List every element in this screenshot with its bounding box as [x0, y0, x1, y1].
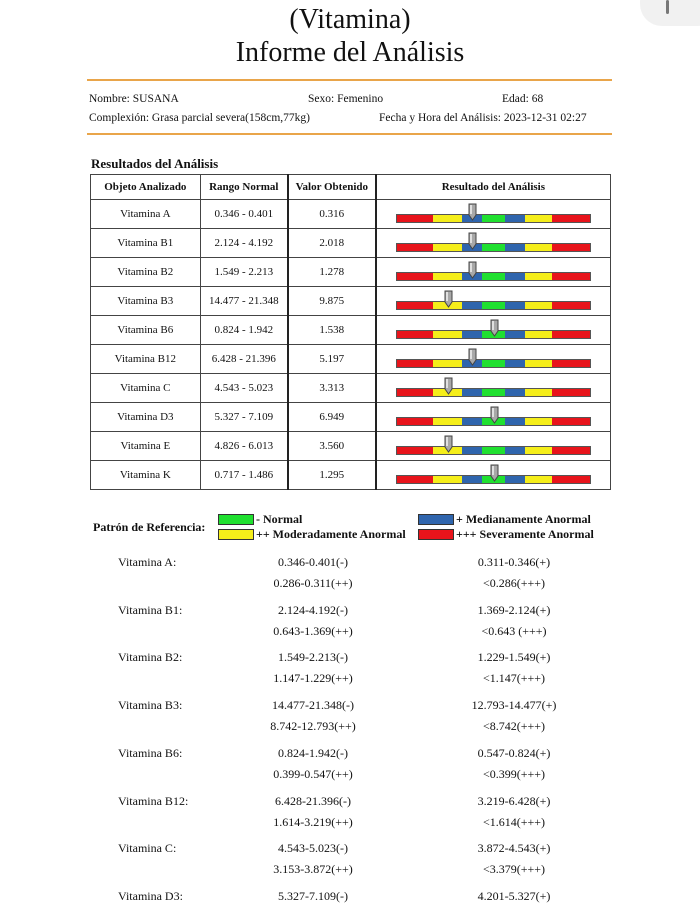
gauge-track: [396, 446, 591, 455]
patient-name: Nombre: SUSANA: [89, 93, 179, 105]
cell-gauge: [376, 287, 611, 316]
cell-item: Vitamina B3: [91, 287, 201, 316]
cell-value: 1.538: [288, 316, 376, 345]
cell-range: 4.543 - 5.023: [200, 374, 288, 403]
gauge-segment: [462, 302, 482, 309]
table-row: [91, 374, 611, 403]
result-gauge: [396, 259, 591, 285]
legend-label: Patrón de Referencia:: [93, 520, 206, 534]
reference-vitamin-name: Vitamina B3:: [118, 698, 183, 712]
cell-gauge: [376, 200, 611, 229]
cell-gauge: [376, 229, 611, 258]
cell-range: 0.824 - 1.942: [200, 316, 288, 345]
result-gauge: [396, 317, 591, 343]
gauge-segment: [552, 418, 590, 425]
cell-gauge: [376, 258, 611, 287]
result-gauge: [396, 288, 591, 314]
reference-normal-range: 5.327-7.109(-): [278, 889, 348, 903]
reference-moderate-range: 1.147-1.229(++): [273, 671, 353, 685]
gauge-segment: [505, 302, 525, 309]
reference-mild-range: 12.793-14.477(+): [471, 698, 557, 712]
pointer-icon: [468, 348, 477, 366]
reference-normal-range: 4.543-5.023(-): [278, 841, 348, 855]
col-header-result: Resultado del Análisis: [376, 175, 611, 200]
table-row: [91, 345, 611, 374]
cell-item: Vitamina C: [91, 374, 201, 403]
table-row: [91, 229, 611, 258]
cell-value: 1.278: [288, 258, 376, 287]
reference-mild-range: 0.311-0.346(+): [477, 555, 551, 569]
gauge-segment: [433, 418, 462, 425]
cell-range: 4.826 - 6.013: [200, 432, 288, 461]
gauge-segment: [505, 331, 525, 338]
legend-moderate: ++ Moderadamente Anormal: [218, 527, 406, 542]
col-header-item: Objeto Analizado: [91, 175, 201, 200]
reference-vitamin-name: Vitamina D3:: [118, 889, 183, 903]
reference-mild-range: 1.229-1.549(+): [477, 650, 551, 664]
gauge-segment: [397, 389, 434, 396]
reference-vitamin-name: Vitamina C:: [118, 841, 177, 855]
gauge-track: [396, 214, 591, 223]
gauge-segment: [397, 244, 434, 251]
reference-mild-range: 3.219-6.428(+): [477, 794, 551, 808]
table-header-row: [91, 175, 611, 200]
gauge-segment: [505, 215, 525, 222]
cell-gauge: [376, 374, 611, 403]
patient-sex: Sexo: Femenino: [308, 93, 384, 105]
gauge-segment: [462, 447, 482, 454]
results-section-title: Resultados del Análisis: [91, 156, 219, 171]
gauge-segment: [397, 331, 434, 338]
table-row: [91, 403, 611, 432]
reference-normal-range: 6.428-21.396(-): [275, 794, 351, 808]
cell-range: 5.327 - 7.109: [200, 403, 288, 432]
gauge-track: [396, 359, 591, 368]
reference-normal-range: 14.477-21.348(-): [272, 698, 354, 712]
reference-moderate-range: 3.153-3.872(++): [273, 862, 353, 876]
cell-gauge: [376, 403, 611, 432]
gauge-segment: [397, 273, 434, 280]
gauge-segment: [552, 273, 590, 280]
reference-moderate-range: 0.286-0.311(++): [273, 576, 353, 590]
gauge-segment: [505, 476, 525, 483]
gauge-segment: [525, 273, 553, 280]
reference-vitamin-name: Vitamina B6:: [118, 746, 183, 760]
gauge-segment: [433, 244, 462, 251]
cell-gauge: [376, 316, 611, 345]
result-gauge: [396, 462, 591, 488]
gauge-segment: [525, 360, 553, 367]
gauge-segment: [482, 244, 505, 251]
pointer-icon: [444, 435, 453, 453]
reference-moderate-range: 1.614-3.219(++): [273, 815, 353, 829]
cell-value: 5.197: [288, 345, 376, 374]
table-row: [91, 287, 611, 316]
gauge-segment: [552, 360, 590, 367]
table-row: [91, 316, 611, 345]
result-gauge: [396, 433, 591, 459]
reference-severe-range: <8.742(+++): [482, 719, 546, 733]
reference-severe-range: <1.614(+++): [482, 815, 546, 829]
cell-gauge: [376, 461, 611, 490]
cell-value: 1.295: [288, 461, 376, 490]
gauge-track: [396, 243, 591, 252]
legend-mild: + Medianamente Anormal: [418, 512, 591, 527]
patient-build: Complexión: Grasa parcial severa(158cm,77kg): [89, 112, 310, 124]
table-row: [91, 461, 611, 490]
reference-moderate-range: 0.643-1.369(++): [273, 624, 353, 638]
reference-normal-range: 1.549-2.213(-): [278, 650, 348, 664]
gauge-segment: [482, 447, 505, 454]
gauge-segment: [397, 418, 434, 425]
gauge-segment: [505, 447, 525, 454]
reference-normal-range: 0.824-1.942(-): [278, 746, 348, 760]
cell-item: Vitamina B12: [91, 345, 201, 374]
divider-top: [87, 79, 612, 81]
cell-value: 3.313: [288, 374, 376, 403]
pointer-icon: [444, 290, 453, 308]
gauge-segment: [505, 389, 525, 396]
cell-item: Vitamina K: [91, 461, 201, 490]
gauge-segment: [552, 215, 590, 222]
pointer-icon: [468, 261, 477, 279]
result-gauge: [396, 346, 591, 372]
pointer-icon: [444, 377, 453, 395]
result-gauge: [396, 375, 591, 401]
cell-value: 9.875: [288, 287, 376, 316]
pointer-icon: [490, 406, 499, 424]
gauge-segment: [552, 302, 590, 309]
gauge-segment: [462, 418, 482, 425]
reference-moderate-range: 8.742-12.793(++): [270, 719, 356, 733]
gauge-segment: [433, 215, 462, 222]
table-row: [91, 200, 611, 229]
reference-severe-range: <0.399(+++): [482, 767, 546, 781]
gauge-segment: [462, 476, 482, 483]
pointer-icon: [490, 319, 499, 337]
reference-severe-range: <1.147(+++): [482, 671, 546, 685]
gauge-segment: [525, 447, 553, 454]
cell-item: Vitamina B6: [91, 316, 201, 345]
cell-range: 2.124 - 4.192: [200, 229, 288, 258]
result-gauge: [396, 201, 591, 227]
gauge-segment: [505, 418, 525, 425]
gauge-segment: [525, 476, 553, 483]
gauge-segment: [397, 476, 434, 483]
pointer-icon: [468, 232, 477, 250]
col-header-range: Rango Normal: [200, 175, 288, 200]
patient-age: Edad: 68: [502, 93, 544, 105]
gauge-segment: [552, 476, 590, 483]
legend-swatch-yellow: [218, 529, 254, 540]
gauge-segment: [462, 331, 482, 338]
cell-range: 14.477 - 21.348: [200, 287, 288, 316]
reference-mild-range: 3.872-4.543(+): [477, 841, 551, 855]
cell-item: Vitamina D3: [91, 403, 201, 432]
gauge-segment: [482, 273, 505, 280]
gauge-segment: [397, 302, 434, 309]
gauge-segment: [525, 215, 553, 222]
table-row: [91, 258, 611, 287]
reference-vitamin-name: Vitamina B12:: [118, 794, 189, 808]
gauge-segment: [552, 244, 590, 251]
gauge-segment: [482, 389, 505, 396]
results-table: [90, 174, 611, 490]
cell-value: 6.949: [288, 403, 376, 432]
gauge-segment: [482, 360, 505, 367]
reference-severe-range: <0.643 (+++): [481, 624, 547, 638]
legend-swatch-blue: [418, 514, 454, 525]
gauge-segment: [552, 389, 590, 396]
gauge-segment: [525, 244, 553, 251]
gauge-segment: [397, 215, 434, 222]
cell-range: 1.549 - 2.213: [200, 258, 288, 287]
reference-moderate-range: 0.399-0.547(++): [273, 767, 353, 781]
gauge-segment: [462, 389, 482, 396]
cell-item: Vitamina B2: [91, 258, 201, 287]
cell-item: Vitamina B1: [91, 229, 201, 258]
cell-range: 0.717 - 1.486: [200, 461, 288, 490]
reference-severe-range: <3.379(+++): [482, 862, 546, 876]
reference-vitamin-name: Vitamina B2:: [118, 650, 183, 664]
reference-vitamin-name: Vitamina A:: [118, 555, 177, 569]
legend-swatch-red: [418, 529, 454, 540]
cell-gauge: [376, 432, 611, 461]
cell-value: 2.018: [288, 229, 376, 258]
cell-item: Vitamina E: [91, 432, 201, 461]
gauge-segment: [397, 447, 434, 454]
table-row: [91, 432, 611, 461]
reference-vitamin-name: Vitamina B1:: [118, 603, 183, 617]
report-title-line2: Informe del Análisis: [235, 37, 465, 68]
gauge-segment: [482, 215, 505, 222]
cell-item: Vitamina A: [91, 200, 201, 229]
reference-normal-range: 0.346-0.401(-): [278, 555, 348, 569]
gauge-segment: [525, 331, 553, 338]
cell-gauge: [376, 345, 611, 374]
gauge-segment: [505, 360, 525, 367]
gauge-segment: [525, 302, 553, 309]
gauge-segment: [525, 418, 553, 425]
gauge-segment: [552, 447, 590, 454]
analysis-datetime: Fecha y Hora del Análisis: 2023-12-31 02:27: [379, 112, 587, 124]
reference-mild-range: 0.547-0.824(+): [477, 746, 551, 760]
gauge-segment: [433, 331, 462, 338]
gauge-segment: [433, 360, 462, 367]
gauge-segment: [505, 273, 525, 280]
gauge-segment: [482, 302, 505, 309]
cell-value: 0.316: [288, 200, 376, 229]
gauge-segment: [505, 244, 525, 251]
gauge-track: [396, 301, 591, 310]
pointer-icon: [468, 203, 477, 221]
gauge-track: [396, 388, 591, 397]
result-gauge: [396, 404, 591, 430]
cell-value: 3.560: [288, 432, 376, 461]
cell-range: 6.428 - 21.396: [200, 345, 288, 374]
pointer-icon: [490, 464, 499, 482]
report-title-line1: (Vitamina): [289, 4, 411, 35]
divider-bottom: [87, 133, 612, 135]
gauge-segment: [397, 360, 434, 367]
legend-swatch-green: [218, 514, 254, 525]
gauge-segment: [433, 476, 462, 483]
col-header-value: Valor Obtenido: [288, 175, 376, 200]
gauge-segment: [525, 389, 553, 396]
reference-normal-range: 2.124-4.192(-): [278, 603, 348, 617]
gauge-segment: [433, 273, 462, 280]
gauge-segment: [552, 331, 590, 338]
result-gauge: [396, 230, 591, 256]
reference-mild-range: 4.201-5.327(+): [477, 889, 551, 903]
legend-severe: +++ Severamente Anormal: [418, 527, 594, 542]
gauge-track: [396, 272, 591, 281]
cell-range: 0.346 - 0.401: [200, 200, 288, 229]
reference-severe-range: <0.286(+++): [482, 576, 546, 590]
legend-normal: - Normal: [218, 512, 302, 527]
reference-mild-range: 1.369-2.124(+): [477, 603, 551, 617]
